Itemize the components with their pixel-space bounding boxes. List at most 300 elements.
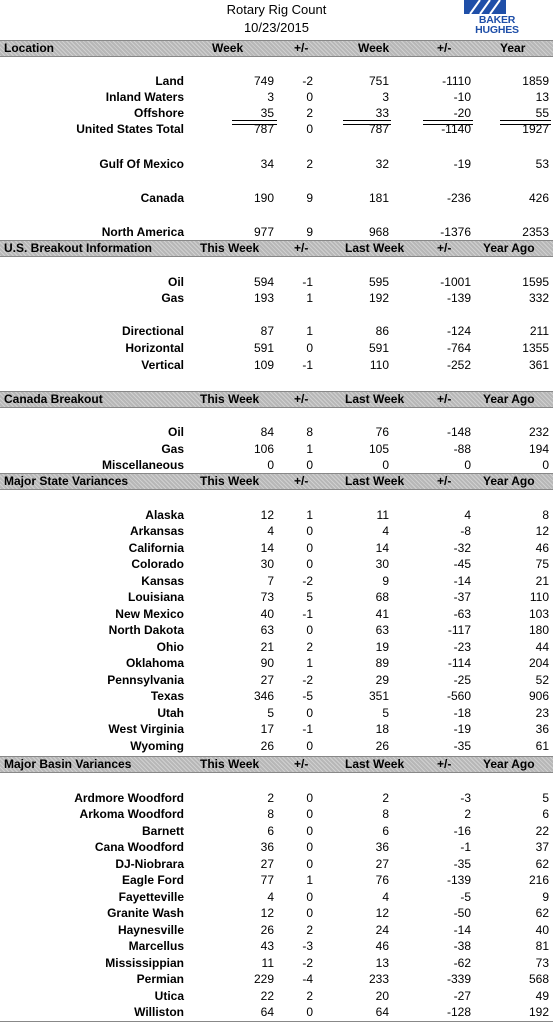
row-value: 62 <box>535 906 549 920</box>
row-value: -35 <box>453 739 471 753</box>
row-value: 81 <box>535 939 549 953</box>
row-value: -148 <box>446 425 471 439</box>
row-label: West Virginia <box>108 722 184 736</box>
row-label: North America <box>101 225 184 239</box>
row-label: Oklahoma <box>125 656 184 670</box>
row-value: 12 <box>535 524 549 538</box>
section-header-basin-variances <box>0 756 553 773</box>
row-value: 9 <box>306 225 313 239</box>
row-value: 63 <box>375 623 389 637</box>
row-label: Texas <box>150 689 184 703</box>
row-value: 906 <box>528 689 549 703</box>
row-value: 26 <box>375 739 389 753</box>
row-value: 1 <box>306 324 313 338</box>
section-title: U.S. Breakout Information <box>4 241 153 255</box>
row-value: 26 <box>260 923 274 937</box>
table-row <box>0 323 553 339</box>
row-label: North Dakota <box>108 623 184 637</box>
row-value: 12 <box>260 906 274 920</box>
row-label: DJ-Niobrara <box>115 857 184 871</box>
row-value: 73 <box>260 590 274 604</box>
row-value: 2 <box>464 807 471 821</box>
row-value: 180 <box>528 623 549 637</box>
table-row <box>0 274 553 290</box>
row-value: 30 <box>260 557 274 571</box>
row-value: -4 <box>302 972 313 986</box>
row-value: 63 <box>260 623 274 637</box>
row-value: 0 <box>306 890 313 904</box>
row-label: Canada <box>140 191 184 205</box>
row-value: 5 <box>382 706 389 720</box>
row-value: 46 <box>535 541 549 555</box>
row-value: 27 <box>260 673 274 687</box>
section-title: Canada Breakout <box>4 392 103 406</box>
row-value: -1 <box>302 722 313 736</box>
row-value: 61 <box>535 739 549 753</box>
row-value: -62 <box>453 956 471 970</box>
row-value: 2 <box>306 923 313 937</box>
col-header: +/- <box>294 392 309 406</box>
row-value: 2 <box>382 791 389 805</box>
row-value: -5 <box>460 890 471 904</box>
row-value: 591 <box>253 341 274 355</box>
row-label: Gas <box>161 442 184 456</box>
row-value: 192 <box>528 1005 549 1019</box>
table-row <box>0 839 553 855</box>
row-value: 76 <box>375 425 389 439</box>
section-header-state-variances <box>0 473 553 490</box>
row-value: -339 <box>446 972 471 986</box>
row-value: 36 <box>535 722 549 736</box>
row-value: 2 <box>306 157 313 171</box>
row-value: 361 <box>528 358 549 372</box>
row-value: 29 <box>375 673 389 687</box>
table-row <box>0 121 553 137</box>
table-row <box>0 856 553 872</box>
row-value: -139 <box>446 873 471 887</box>
row-value: 109 <box>253 358 274 372</box>
row-value: 1595 <box>522 275 549 289</box>
row-value: 84 <box>260 425 274 439</box>
row-value: 2 <box>306 989 313 1003</box>
table-row <box>0 190 553 206</box>
row-value: 233 <box>368 972 389 986</box>
table-row <box>0 622 553 638</box>
row-value: 190 <box>253 191 274 205</box>
row-value: 229 <box>253 972 274 986</box>
row-label: Williston <box>134 1005 184 1019</box>
col-header: +/- <box>294 241 309 255</box>
row-value: 0 <box>382 458 389 472</box>
row-value: 20 <box>375 989 389 1003</box>
row-value: 0 <box>306 857 313 871</box>
row-value: -5 <box>302 689 313 703</box>
section-title: Major State Variances <box>4 474 129 488</box>
table-row <box>0 889 553 905</box>
row-value: 192 <box>368 291 389 305</box>
row-value: 232 <box>528 425 549 439</box>
row-value: 0 <box>306 458 313 472</box>
row-value: 11 <box>261 956 274 970</box>
row-value: 0 <box>306 1005 313 1019</box>
row-value: 2 <box>267 791 274 805</box>
table-row <box>0 790 553 806</box>
row-label: Gulf Of Mexico <box>99 157 184 171</box>
row-label: Ohio <box>156 640 184 654</box>
row-value: 87 <box>260 324 274 338</box>
row-label: Miscellaneous <box>101 458 184 472</box>
row-value: 21 <box>535 574 549 588</box>
row-value: 0 <box>306 706 313 720</box>
row-value: 18 <box>375 722 389 736</box>
table-row <box>0 589 553 605</box>
col-header: This Week <box>200 757 260 771</box>
row-value: 749 <box>253 74 274 88</box>
row-value: -63 <box>453 607 471 621</box>
row-label: Cana Woodford <box>94 840 184 854</box>
row-value: 52 <box>535 673 549 687</box>
row-value: 204 <box>528 656 549 670</box>
row-value: 0 <box>464 458 471 472</box>
table-row <box>0 823 553 839</box>
table-row <box>0 89 553 105</box>
row-value: 1355 <box>522 341 549 355</box>
row-label: Directional <box>121 324 184 338</box>
row-value: 332 <box>528 291 549 305</box>
row-value: 0 <box>306 341 313 355</box>
row-value: -38 <box>453 939 471 953</box>
row-label: Pennsylvania <box>107 673 184 687</box>
table-row <box>0 156 553 172</box>
col-header: +/- <box>437 392 452 406</box>
table-row <box>0 806 553 822</box>
table-row <box>0 606 553 622</box>
row-value: 22 <box>260 989 274 1003</box>
table-row <box>0 988 553 1004</box>
row-label: Utah <box>157 706 184 720</box>
row-value: 32 <box>375 157 389 171</box>
table-row <box>0 938 553 954</box>
row-value: 36 <box>375 840 389 854</box>
row-label: Inland Waters <box>105 90 184 104</box>
table-row <box>0 688 553 704</box>
row-value: 68 <box>375 590 389 604</box>
row-label: Gas <box>161 291 184 305</box>
row-value: 1 <box>306 442 313 456</box>
row-label: Eagle Ford <box>121 873 184 887</box>
row-value: -2 <box>302 673 313 687</box>
row-value: 27 <box>260 857 274 871</box>
report-title: Rotary Rig Count <box>226 2 327 17</box>
row-value: 8 <box>382 807 389 821</box>
row-value: 211 <box>529 324 549 338</box>
row-value: 1 <box>306 508 313 522</box>
row-label: Colorado <box>131 557 184 571</box>
row-label: Offshore <box>133 106 184 120</box>
row-value: 26 <box>260 739 274 753</box>
col-header: +/- <box>294 757 309 771</box>
row-value: 0 <box>306 623 313 637</box>
col-header: +/- <box>437 757 452 771</box>
row-value: 2 <box>306 106 313 120</box>
row-value: 8 <box>542 508 549 522</box>
row-value: 9 <box>306 191 313 205</box>
row-value: 0 <box>306 906 313 920</box>
row-value: 11 <box>376 508 389 522</box>
section-title: Location <box>4 41 54 55</box>
row-value: 9 <box>542 890 549 904</box>
row-value: 14 <box>375 541 389 555</box>
row-value: 0 <box>306 791 313 805</box>
row-value: 0 <box>306 541 313 555</box>
col-header: Year Ago <box>483 392 535 406</box>
row-value: 0 <box>267 458 274 472</box>
row-value: 0 <box>306 90 313 104</box>
row-value: 22 <box>535 824 549 838</box>
table-row <box>0 922 553 938</box>
row-value: 5 <box>267 706 274 720</box>
row-value: 1 <box>306 873 313 887</box>
row-value: 193 <box>253 291 274 305</box>
row-value: 44 <box>535 640 549 654</box>
section-header-us-breakout <box>0 240 553 257</box>
col-header: Last Week <box>345 392 405 406</box>
row-value: 13 <box>375 956 389 970</box>
row-value: 3 <box>267 90 274 104</box>
row-value: -19 <box>453 722 471 736</box>
col-header: +/- <box>437 474 452 488</box>
row-value: -3 <box>302 939 313 953</box>
table-row <box>0 872 553 888</box>
row-value: 6 <box>267 824 274 838</box>
table-row <box>0 556 553 572</box>
row-value: -14 <box>453 923 471 937</box>
row-label: Fayetteville <box>118 890 184 904</box>
row-value: -1110 <box>442 74 471 88</box>
col-header: This Week <box>200 474 260 488</box>
row-value: 46 <box>375 939 389 953</box>
row-value: 103 <box>528 607 549 621</box>
table-row <box>0 224 553 240</box>
col-header: Week <box>358 41 390 55</box>
row-value: -1 <box>302 358 313 372</box>
row-value: 181 <box>368 191 389 205</box>
row-value: 591 <box>368 341 389 355</box>
row-value: -25 <box>453 673 471 687</box>
row-value: 75 <box>535 557 549 571</box>
row-value: 73 <box>535 956 549 970</box>
row-label: Granite Wash <box>107 906 184 920</box>
row-value: -236 <box>446 191 471 205</box>
row-label: United States Total <box>76 122 184 136</box>
row-value: 1927 <box>522 122 549 136</box>
row-value: 12 <box>260 508 274 522</box>
row-value: -50 <box>453 906 471 920</box>
row-value: 0 <box>306 557 313 571</box>
row-value: 6 <box>542 807 549 821</box>
table-row <box>0 441 553 457</box>
row-value: -252 <box>446 358 471 372</box>
row-value: 968 <box>368 225 389 239</box>
row-value: 0 <box>306 807 313 821</box>
row-value: -1 <box>302 275 313 289</box>
table-row <box>0 905 553 921</box>
table-row <box>0 655 553 671</box>
row-value: 110 <box>369 358 389 372</box>
col-header: Year <box>500 41 526 55</box>
row-value: 86 <box>375 324 389 338</box>
row-value: 4 <box>382 890 389 904</box>
row-value: 76 <box>375 873 389 887</box>
row-label: Alaska <box>145 508 184 522</box>
section-header-canada-breakout <box>0 391 553 408</box>
row-value: 4 <box>382 524 389 538</box>
row-label: Ardmore Woodford <box>74 791 184 805</box>
row-value: 426 <box>528 191 549 205</box>
row-value: -1001 <box>440 275 471 289</box>
row-value: 89 <box>375 656 389 670</box>
row-label: Marcellus <box>128 939 184 953</box>
row-label: Permian <box>136 972 184 986</box>
row-value: 568 <box>528 972 549 986</box>
row-value: 4 <box>267 524 274 538</box>
table-row <box>0 1004 553 1020</box>
row-value: 6 <box>382 824 389 838</box>
row-value: 1859 <box>522 74 549 88</box>
row-value: 216 <box>528 873 549 887</box>
table-row <box>0 705 553 721</box>
row-value: -2 <box>302 956 313 970</box>
row-value: 53 <box>535 157 549 171</box>
row-value: -114 <box>447 656 471 670</box>
row-value: 62 <box>535 857 549 871</box>
row-value: -2 <box>302 574 313 588</box>
row-label: Horizontal <box>125 341 184 355</box>
row-label: Mississippian <box>105 956 184 970</box>
col-header: This Week <box>200 241 260 255</box>
row-value: 64 <box>375 1005 389 1019</box>
row-label: Kansas <box>141 574 184 588</box>
table-row <box>0 639 553 655</box>
row-label: New Mexico <box>115 607 184 621</box>
row-value: -128 <box>446 1005 471 1019</box>
row-value: 43 <box>260 939 274 953</box>
table-row <box>0 573 553 589</box>
row-value: 0 <box>306 524 313 538</box>
row-value: 2353 <box>522 225 549 239</box>
row-value: 0 <box>306 840 313 854</box>
row-label: Wyoming <box>130 739 184 753</box>
row-value: -124 <box>446 324 471 338</box>
table-row <box>0 523 553 539</box>
section-header-location <box>0 40 553 57</box>
row-value: 194 <box>528 442 549 456</box>
row-value: -19 <box>453 157 471 171</box>
row-value: 787 <box>253 122 274 136</box>
row-label: Arkoma Woodford <box>79 807 184 821</box>
row-value: 13 <box>535 90 549 104</box>
col-header: +/- <box>294 474 309 488</box>
row-label: Louisiana <box>127 590 184 604</box>
row-value: 2 <box>306 640 313 654</box>
baker-hughes-logo <box>450 0 544 38</box>
col-header: Last Week <box>345 474 405 488</box>
row-label: Arkansas <box>129 524 184 538</box>
row-value: 0 <box>306 824 313 838</box>
row-value: 5 <box>542 791 549 805</box>
row-value: -1 <box>460 840 471 854</box>
row-value: -27 <box>453 989 471 1003</box>
col-header: +/- <box>437 41 452 55</box>
row-value: 8 <box>267 807 274 821</box>
row-label: Oil <box>167 275 184 289</box>
row-value: 27 <box>375 857 389 871</box>
row-value: -139 <box>446 291 471 305</box>
row-value: 37 <box>535 840 549 854</box>
row-value: 33 <box>375 106 389 120</box>
row-value: -23 <box>453 640 471 654</box>
table-row <box>0 105 553 121</box>
row-label: Barnett <box>141 824 184 838</box>
table-bottom-border <box>0 1021 553 1022</box>
row-value: 1 <box>306 656 313 670</box>
row-value: -18 <box>453 706 471 720</box>
row-value: -1140 <box>441 122 471 136</box>
row-value: 106 <box>253 442 274 456</box>
row-value: 110 <box>529 590 549 604</box>
row-label: Utica <box>154 989 184 1003</box>
row-value: -37 <box>453 590 471 604</box>
row-value: -3 <box>460 791 471 805</box>
row-value: -8 <box>460 524 471 538</box>
table-row <box>0 738 553 754</box>
table-row <box>0 507 553 523</box>
row-value: 4 <box>464 508 471 522</box>
row-value: 1 <box>306 291 313 305</box>
table-row <box>0 721 553 737</box>
row-value: -20 <box>453 106 471 120</box>
row-value: 77 <box>260 873 274 887</box>
row-value: -117 <box>447 623 471 637</box>
row-value: -14 <box>453 574 471 588</box>
row-value: 351 <box>368 689 389 703</box>
logo-mark-icon <box>464 0 506 14</box>
table-row <box>0 672 553 688</box>
row-value: 594 <box>253 275 274 289</box>
row-value: 36 <box>260 840 274 854</box>
row-value: 17 <box>260 722 274 736</box>
row-value: -764 <box>446 341 471 355</box>
row-value: 35 <box>260 106 274 120</box>
logo-text-line2: HUGHES <box>475 24 519 36</box>
row-value: 595 <box>368 275 389 289</box>
table-row <box>0 971 553 987</box>
row-value: 40 <box>535 923 549 937</box>
row-value: 0 <box>306 122 313 136</box>
row-value: -88 <box>453 442 471 456</box>
table-row <box>0 73 553 89</box>
row-value: 55 <box>535 106 549 120</box>
table-row <box>0 424 553 440</box>
row-label: Oil <box>167 425 184 439</box>
row-value: 34 <box>260 157 274 171</box>
row-value: 9 <box>382 574 389 588</box>
col-header: Year Ago <box>483 757 535 771</box>
row-value: 8 <box>306 425 313 439</box>
row-value: 49 <box>535 989 549 1003</box>
table-row <box>0 955 553 971</box>
row-value: 346 <box>253 689 274 703</box>
